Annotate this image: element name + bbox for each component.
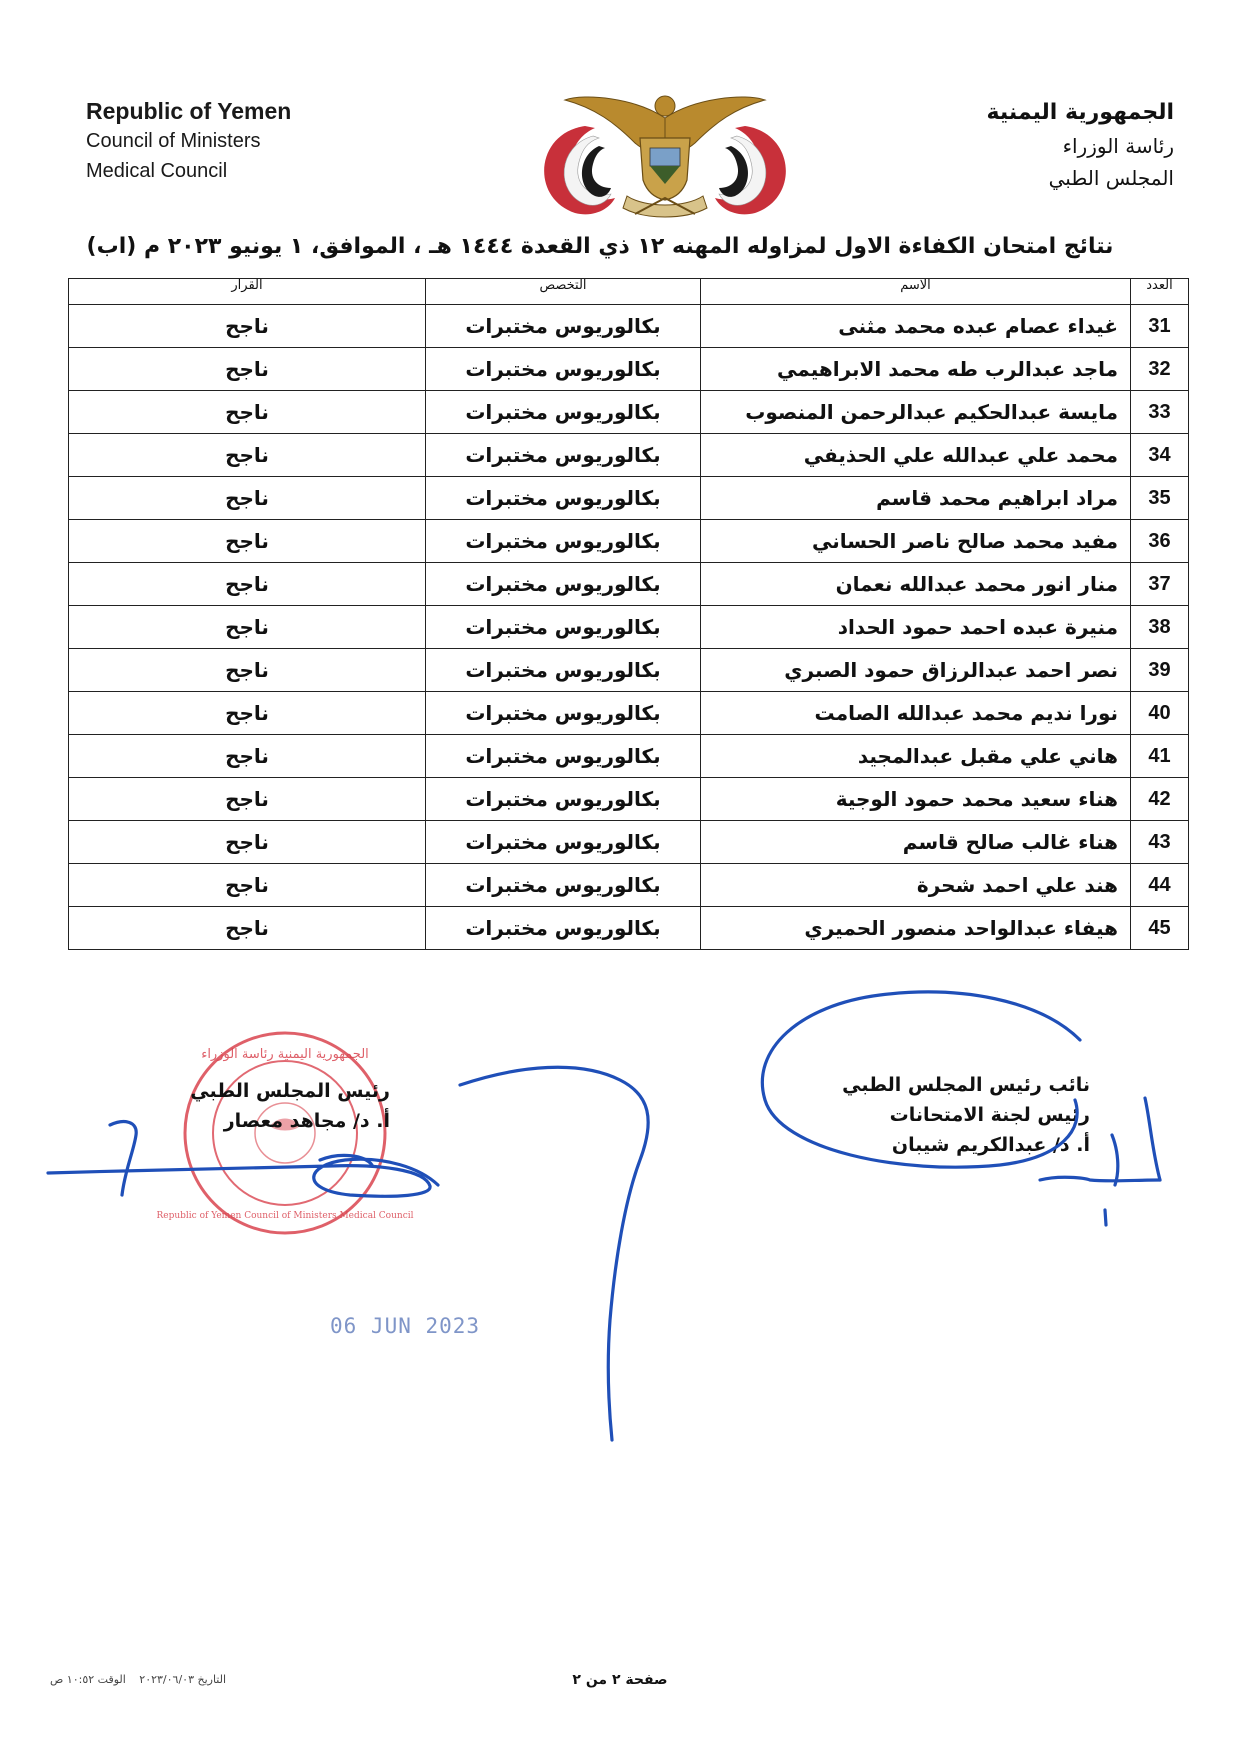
row-name: مراد ابراهيم محمد قاسم: [701, 477, 1131, 520]
row-number: 38: [1131, 606, 1189, 649]
row-number: 33: [1131, 391, 1189, 434]
signature-right-subtitle: رئيس لجنة الامتحانات: [889, 1104, 1090, 1126]
row-name: هيفاء عبدالواحد منصور الحميري: [701, 907, 1131, 950]
row-number: 43: [1131, 821, 1189, 864]
signature-right-name: أ. د/ عبدالكريم شيبان: [891, 1134, 1090, 1156]
header-ar-council: المجلس الطبي: [1048, 166, 1174, 190]
row-name: هاني علي مقبل عبدالمجيد: [701, 735, 1131, 778]
print-time: الوقت ١٠:٥٢ ص: [50, 1673, 126, 1686]
table-row: [69, 348, 1189, 391]
header-en-country: Republic of Yemen: [86, 98, 292, 124]
table-row: [69, 821, 1189, 864]
row-specialty: بكالوريوس مختبرات: [426, 434, 701, 477]
row-specialty: بكالوريوس مختبرات: [426, 821, 701, 864]
row-decision: ناجح: [69, 735, 426, 778]
row-name: هناء سعيد محمد حمود الوجية: [701, 778, 1131, 821]
row-name: مفيد محمد صالح ناصر الحساني: [701, 520, 1131, 563]
row-number: 40: [1131, 692, 1189, 735]
row-decision: ناجح: [69, 778, 426, 821]
row-specialty: بكالوريوس مختبرات: [426, 477, 701, 520]
print-date: التاريخ ٢٠٢٣/٠٦/٠٣: [139, 1673, 227, 1686]
row-specialty: بكالوريوس مختبرات: [426, 606, 701, 649]
row-decision: ناجح: [69, 434, 426, 477]
header-decision: القرار: [69, 279, 426, 305]
page-number: صفحة ٢ من ٢: [572, 1672, 668, 1688]
table-row: [69, 305, 1189, 348]
print-timestamp: [40, 1673, 340, 1686]
row-number: 35: [1131, 477, 1189, 520]
row-number: 32: [1131, 348, 1189, 391]
row-decision: ناجح: [69, 520, 426, 563]
header-num: العدد: [1131, 279, 1189, 305]
row-decision: ناجح: [69, 348, 426, 391]
table-row: [69, 520, 1189, 563]
row-number: 45: [1131, 907, 1189, 950]
row-name: نصر احمد عبدالرزاق حمود الصبري: [701, 649, 1131, 692]
table-row: [69, 434, 1189, 477]
row-specialty: بكالوريوس مختبرات: [426, 391, 701, 434]
row-name: منيرة عبده احمد حمود الحداد: [701, 606, 1131, 649]
row-decision: ناجح: [69, 649, 426, 692]
row-name: ماجد عبدالرب طه محمد الابراهيمي: [701, 348, 1131, 391]
table-row: [69, 649, 1189, 692]
row-number: 34: [1131, 434, 1189, 477]
table-row: [69, 735, 1189, 778]
header-en-ministry: Council of Ministers: [86, 130, 261, 152]
table-row: [69, 907, 1189, 950]
row-name: مايسة عبدالحكيم عبدالرحمن المنصوب: [701, 391, 1131, 434]
signature-left-title: رئيس المجلس الطبي: [190, 1080, 390, 1102]
table-row: [69, 778, 1189, 821]
row-name: هند علي احمد شحرة: [701, 864, 1131, 907]
row-decision: ناجح: [69, 821, 426, 864]
row-specialty: بكالوريوس مختبرات: [426, 692, 701, 735]
row-decision: ناجح: [69, 477, 426, 520]
row-specialty: بكالوريوس مختبرات: [426, 735, 701, 778]
header-ar-ministry: رئاسة الوزراء: [1062, 134, 1174, 158]
signature-right-title: نائب رئيس المجلس الطبي: [842, 1074, 1090, 1096]
row-name: هناء غالب صالح قاسم: [701, 821, 1131, 864]
header-name: الاسم: [701, 279, 1131, 305]
row-decision: ناجح: [69, 606, 426, 649]
row-decision: ناجح: [69, 692, 426, 735]
row-number: 42: [1131, 778, 1189, 821]
row-specialty: بكالوريوس مختبرات: [426, 348, 701, 391]
table-row: [69, 477, 1189, 520]
row-specialty: بكالوريوس مختبرات: [426, 907, 701, 950]
table-header-row: [69, 279, 1189, 305]
row-decision: ناجح: [69, 563, 426, 606]
row-number: 39: [1131, 649, 1189, 692]
document-title: نتائج امتحان الكفاءة الاول لمزاوله المهنه ١٢ ذي القعدة ١٤٤٤ هـ ، الموافق، ١ يونيو ٢٠٢٣ م (اب): [86, 234, 1114, 259]
table-row: [69, 563, 1189, 606]
table-row: [69, 864, 1189, 907]
table-row: [69, 606, 1189, 649]
signature-left-name: أ. د/ مجاهد معصار: [223, 1110, 390, 1132]
seal-english-text: Republic of Yemen Council of Ministers Medical Council: [156, 1211, 414, 1221]
row-name: نورا نديم محمد عبدالله الصامت: [701, 692, 1131, 735]
results-table: [68, 278, 1189, 950]
row-decision: ناجح: [69, 305, 426, 348]
signature-right: [800, 1070, 1090, 1160]
row-specialty: بكالوريوس مختبرات: [426, 520, 701, 563]
row-specialty: بكالوريوس مختبرات: [426, 778, 701, 821]
date-stamp: 06 JUN 2023: [330, 1314, 481, 1338]
row-number: 37: [1131, 563, 1189, 606]
header-en-council: Medical Council: [86, 160, 228, 182]
row-name: منار انور محمد عبدالله نعمان: [701, 563, 1131, 606]
row-number: 41: [1131, 735, 1189, 778]
table-row: [69, 391, 1189, 434]
row-number: 44: [1131, 864, 1189, 907]
seal-arabic-text: الجمهورية اليمنية رئاسة الوزراء: [201, 1047, 369, 1062]
table-row: [69, 692, 1189, 735]
row-decision: ناجح: [69, 391, 426, 434]
row-specialty: بكالوريوس مختبرات: [426, 649, 701, 692]
header-arabic: [854, 96, 1174, 194]
header-english: [86, 96, 406, 186]
row-specialty: بكالوريوس مختبرات: [426, 864, 701, 907]
row-name: غيداء عصام عبده محمد مثنى: [701, 305, 1131, 348]
header-specialty: التخصص: [426, 279, 701, 305]
header-ar-country: الجمهورية اليمنية: [986, 100, 1174, 125]
row-number: 31: [1131, 305, 1189, 348]
row-decision: ناجح: [69, 864, 426, 907]
row-specialty: بكالوريوس مختبرات: [426, 305, 701, 348]
row-decision: ناجح: [69, 907, 426, 950]
row-specialty: بكالوريوس مختبرات: [426, 563, 701, 606]
row-number: 36: [1131, 520, 1189, 563]
row-name: محمد علي عبدالله علي الحذيفي: [701, 434, 1131, 477]
signature-left: [150, 1076, 390, 1136]
yemen-eagle-emblem-icon: [515, 88, 815, 226]
